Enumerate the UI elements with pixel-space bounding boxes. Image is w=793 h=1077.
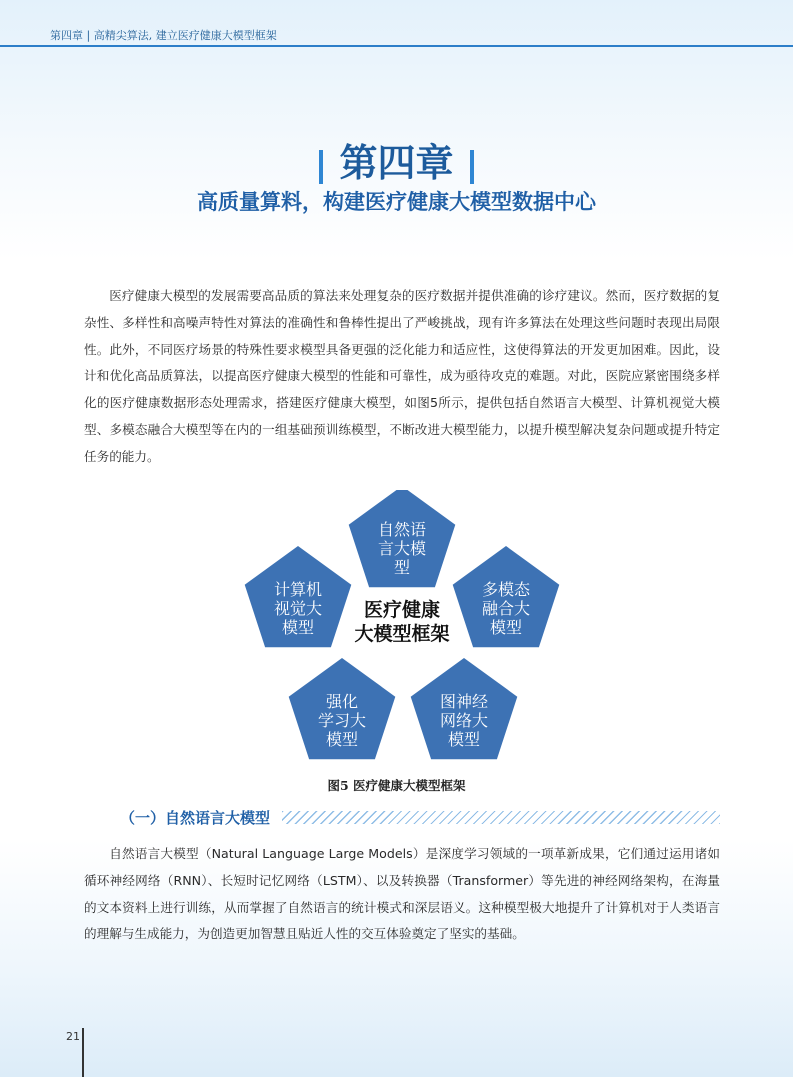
section-heading-decoration [282, 811, 720, 824]
framework-node-label: 模型 [325, 730, 359, 749]
framework-center-text: 医疗健康 [363, 599, 441, 621]
framework-node-rl [289, 658, 396, 759]
framework-node-label: 网络大 [439, 711, 489, 730]
framework-node-label: 模型 [447, 730, 481, 749]
figure-caption: 图5 医疗健康大模型框架 [327, 778, 466, 793]
framework-node-label: 学习大 [317, 711, 367, 730]
framework-node-label: 型 [393, 558, 411, 577]
chapter-title-right-bar [470, 150, 474, 184]
section-heading: （一）自然语言大模型 [120, 809, 271, 827]
intro-paragraph: 医疗健康大模型的发展需要高品质的算法来处理复杂的医疗数据并提供准确的诊疗建议。然而，医疗数据的复杂性、多样性和高噪声特性对算法的准确性和鲁棒性提出了严峻挑战，现有许多算法在处理这些问题时表现出局限性。此外，不同医疗场景的特殊性要求模型具备更强的泛化能力和适应性，这使得算法的开发更加困难。因此，设计和优化高品质算法，以提高医疗健康大模型的性能和可靠性，成为亟待攻克的难题。对此，医院应紧密围绕多样化的医疗健康数据形态处理需求，搭建医疗健康大模型，如图5所示，提供包括自然语言大模型、计算机视觉大模型、多模态融合大模型等在内的一组基础预训练模型，不断改进大模型能力，以提升模型解决复杂问题或提升特定任务的能力。 [84, 288, 720, 464]
framework-node-label: 自然语 [377, 520, 427, 539]
framework-center-label [354, 598, 449, 645]
framework-node-label: 图神经 [439, 692, 489, 711]
framework-diagram [236, 490, 566, 770]
chapter-title-text: 第四章 [339, 140, 454, 185]
framework-node-nlp [349, 490, 456, 587]
framework-node-graph-nn [411, 658, 518, 759]
running-header-title: 第四章 | 高精尖算法, 建立医疗健康大模型框架 [50, 29, 277, 42]
framework-node-cv [245, 546, 352, 647]
section-paragraph: 自然语言大模型（Natural Language Large Models）是深度学习领域的一项革新成果，它们通过运用诸如循环神经网络（RNN）、长短时记忆网络（LSTM）、以及转换器（Transformer）等先进的神经网络架构，在海量的文本资料上进行训练，从而掌握了自然语言的统计模式和深层语义。这种模型极大地提升了计算机对于人类语言的理解与生成能力，为创造更加智慧且贴近人性的交互体验奠定了坚实的基础。 [84, 846, 720, 942]
framework-node-label: 融合大 [481, 599, 531, 618]
framework-node-label: 言大模 [377, 539, 427, 558]
page-number-rule [82, 1028, 84, 1077]
chapter-subtitle: 高质量算料，构建医疗健康大模型数据中心 [197, 190, 596, 214]
chapter-title [0, 132, 793, 187]
running-header [0, 25, 793, 47]
framework-node-multimodal [453, 546, 560, 647]
framework-node-label: 模型 [281, 618, 315, 637]
framework-center-text: 大模型框架 [354, 623, 450, 645]
framework-node-label: 计算机 [273, 580, 323, 599]
chapter-title-left-bar [319, 150, 323, 184]
framework-node-label: 强化 [325, 692, 359, 711]
page-number: 21 [66, 1030, 80, 1043]
framework-node-label: 多模态 [481, 580, 531, 599]
framework-figure [236, 490, 566, 770]
framework-node-label: 模型 [489, 618, 523, 637]
framework-node-label: 视觉大 [273, 599, 323, 618]
